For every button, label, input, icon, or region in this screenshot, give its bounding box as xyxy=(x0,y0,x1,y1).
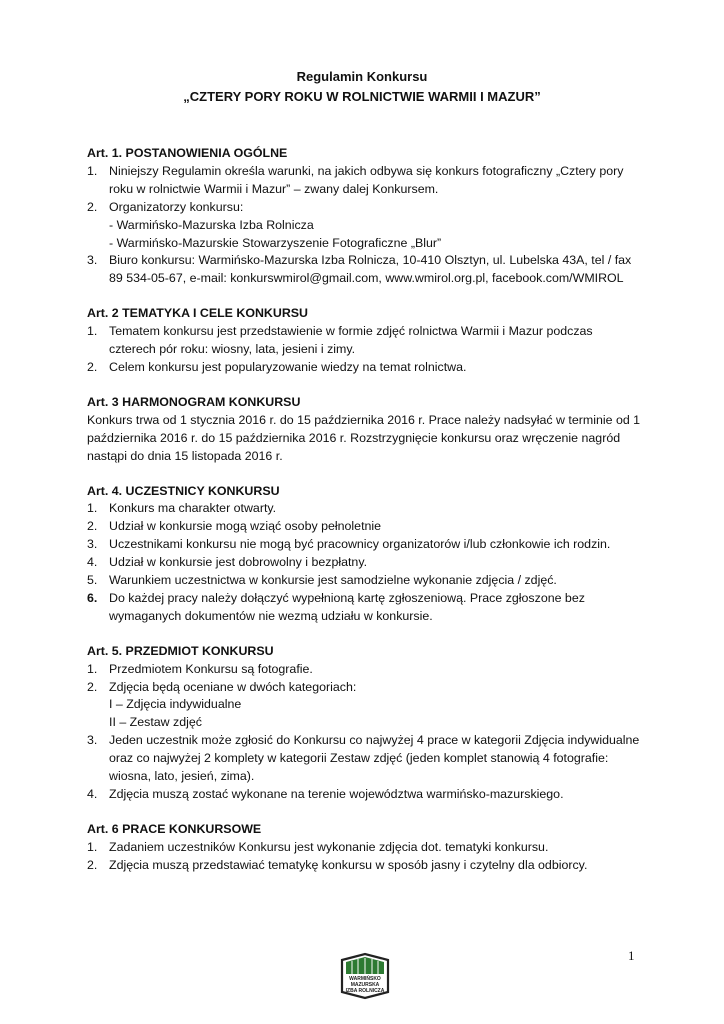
list-number: 1. xyxy=(87,661,98,676)
document-body xyxy=(87,145,642,892)
section-heading: Art. 6 PRACE KONKURSOWE xyxy=(87,821,262,836)
page-number: 1 xyxy=(628,948,635,963)
list-text: Niniejszy Regulamin określa warunki, na jakich odbywa się konkurs fotograficzny „Cztery pory roku w rolnictwie Warmii i Mazur” – zwany dalej Konkursem. xyxy=(109,163,624,196)
list-number: 2. xyxy=(87,359,98,374)
section-art-3 xyxy=(87,394,642,466)
list-number: 2. xyxy=(87,679,98,694)
list-item xyxy=(87,536,642,554)
list-item xyxy=(87,359,642,377)
list-text: Do każdej pracy należy dołączyć wypełnioną kartę zgłoszeniową. Prace zgłoszone bez wymaganych dokumentów nie wezmą udziału w konkursie. xyxy=(109,590,585,623)
list-item xyxy=(87,661,642,679)
section-heading: Art. 2 TEMATYKA I CELE KONKURSU xyxy=(87,306,308,321)
list-number: 2. xyxy=(87,519,98,534)
list-number: 4. xyxy=(87,555,98,570)
section-heading: Art. 3 HARMONOGRAM KONKURSU xyxy=(87,394,301,409)
list-text: Zdjęcia muszą przedstawiać tematykę konkursu w sposób jasny i czytelny dla odbiorcy. xyxy=(109,857,588,872)
section-art-6 xyxy=(87,821,642,875)
section-heading: Art. 1. POSTANOWIENIA OGÓLNE xyxy=(87,146,288,160)
section-art-5 xyxy=(87,643,642,804)
list-text-main: Organizatorzy konkursu: xyxy=(109,199,244,214)
list-number: 6. xyxy=(87,590,98,605)
document-title xyxy=(0,67,724,107)
title-line-1: Regulamin Konkursu xyxy=(296,69,428,84)
list-text: Uczestnikami konkursu nie mogą być pracownicy organizatorów i/lub członkowie ich rodzin. xyxy=(109,537,611,552)
list-item xyxy=(87,590,642,626)
list-number: 1. xyxy=(87,163,98,178)
list-number: 2. xyxy=(87,857,98,872)
list-item xyxy=(87,500,642,518)
list-text: Jeden uczestnik może zgłosić do Konkursu co najwyżej 4 prace w kategorii Zdjęcia indywidualne oraz co najwyżej 2 komplety w kategorii Zestaw zdjęć (jeden komplet stanowią 4 fotografie: wiosna, lato, jesień, zima). xyxy=(109,733,640,784)
list-text: Celem konkursu jest popularyzowanie wiedzy na temat rolnictwa. xyxy=(109,359,467,374)
list-item xyxy=(87,163,642,199)
izba-rolnicza-logo xyxy=(338,948,392,1004)
list-item xyxy=(87,839,642,857)
list-number: 1. xyxy=(87,501,98,516)
list-text: Biuro konkursu: Warmińsko-Mazurska Izba Rolnicza, 10-410 Olsztyn, ul. Lubelska 43A, tel / fax 89 534-05-67, e-mail: konkurswmirol@gmail.com, www.wmirol.org.pl, facebook.com/WMIROL xyxy=(109,253,632,286)
list-item xyxy=(87,554,642,572)
list-number: 1. xyxy=(87,324,98,339)
list-text: Przedmiotem Konkursu są fotografie. xyxy=(109,661,313,676)
list-number: 5. xyxy=(87,573,98,588)
list-subitem: - Warmińsko-Mazurska Izba Rolnicza xyxy=(109,217,314,232)
list-item xyxy=(87,518,642,536)
list-text: Udział w konkursie jest dobrowolny i bezpłatny. xyxy=(109,555,368,570)
section-heading: Art. 5. PRZEDMIOT KONKURSU xyxy=(87,643,274,658)
title-line-2: „CZTERY PORY ROKU W ROLNICTWIE WARMII I MAZUR” xyxy=(183,89,541,104)
list-number: 3. xyxy=(87,537,98,552)
list-text: Zadaniem uczestników Konkursu jest wykonanie zdjęcia dot. tematyki konkursu. xyxy=(109,839,549,854)
list-number: 3. xyxy=(87,253,98,268)
list-text-main: Zdjęcia będą oceniane w dwóch kategoriach: xyxy=(109,679,357,694)
list-text: Konkurs ma charakter otwarty. xyxy=(109,501,277,516)
svg-text:WARMIŃSKO: WARMIŃSKO xyxy=(349,976,381,982)
list-text: Tematem konkursu jest przedstawienie w formie zdjęć rolnictwa Warmii i Mazur podczas czterech pór roku: wiosny, lata, jesieni i zimy. xyxy=(109,324,593,357)
list-item xyxy=(87,572,642,590)
list-text: Udział w konkursie mogą wziąć osoby pełnoletnie xyxy=(109,519,382,534)
list-item xyxy=(87,252,642,288)
list-subitem: - Warmińsko-Mazurskie Stowarzyszenie Fotograficzne „Blur” xyxy=(109,235,442,250)
list-subitem: I – Zdjęcia indywidualne xyxy=(109,697,242,712)
list-number: 4. xyxy=(87,787,98,801)
list-text xyxy=(109,679,642,733)
svg-text:MAZURSKA: MAZURSKA xyxy=(350,982,380,988)
list-text: Warunkiem uczestnictwa w konkursie jest samodzielne wykonanie zdjęcia / zdjęć. xyxy=(109,573,557,588)
list-item xyxy=(87,323,642,359)
list-number: 1. xyxy=(87,839,98,854)
section-art-1 xyxy=(87,145,642,288)
list-item xyxy=(87,199,642,253)
list-item xyxy=(87,786,642,804)
list-text xyxy=(109,199,642,253)
list-subitem: II – Zestaw zdjęć xyxy=(109,715,202,730)
section-art-2 xyxy=(87,305,642,377)
section-art-4 xyxy=(87,483,642,626)
section-heading: Art. 4. UCZESTNICY KONKURSU xyxy=(87,483,280,498)
section-paragraph: Konkurs trwa od 1 stycznia 2016 r. do 15 października 2016 r. Prace należy nadsyłać w terminie od 1 października 2016 r. do 15 października 2016 r. Rozstrzygnięcie konkursu oraz wręczenie nagród nastąpi do dnia 15 listopada 2016 r. xyxy=(87,412,641,463)
list-number: 3. xyxy=(87,733,98,748)
svg-text:IZBA ROLNICZA: IZBA ROLNICZA xyxy=(345,988,385,994)
list-number: 2. xyxy=(87,199,98,214)
list-item xyxy=(87,857,642,875)
list-text: Zdjęcia muszą zostać wykonane na terenie województwa warmińsko-mazurskiego. xyxy=(109,787,564,801)
list-item xyxy=(87,679,642,733)
list-item xyxy=(87,732,642,786)
